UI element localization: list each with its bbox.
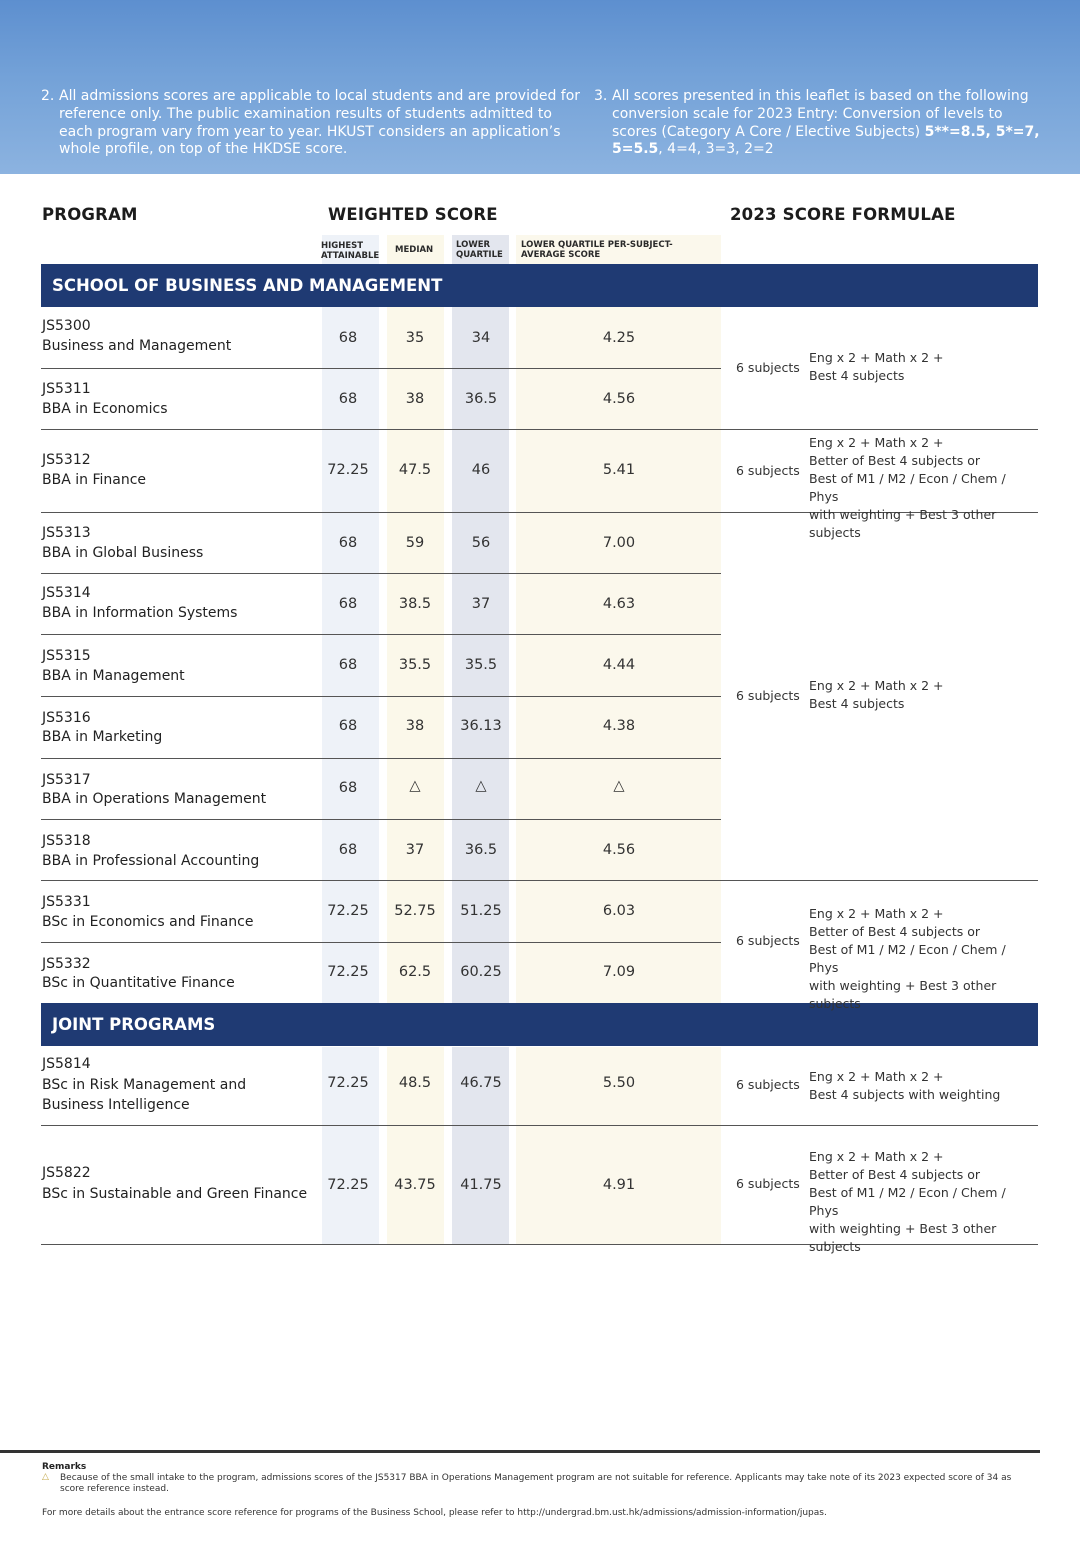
formula-line: Eng x 2 + Math x 2 + <box>809 350 944 365</box>
formula-line: Better of Best 4 subjects or <box>809 924 981 939</box>
table-row <box>41 943 721 1003</box>
program-code: JS5332 <box>42 956 91 972</box>
program-name: BSc in Economics and Finance <box>42 914 254 930</box>
per-subject-average: 5.50 <box>602 1075 636 1091</box>
formula-line: Best 4 subjects <box>809 696 905 711</box>
formula-line: Best of M1 / M2 / Econ / Chem / Phys <box>809 471 1006 504</box>
formula-subjects: 6 subjects <box>736 360 800 375</box>
note-number: 3. <box>594 88 608 104</box>
score-formula-heading: 2023 SCORE FORMULAE <box>730 205 956 224</box>
per-subject-average: 7.09 <box>602 964 636 980</box>
table-row <box>41 697 721 759</box>
formula-text <box>809 905 1037 1013</box>
subheader-highest: HIGHEST ATTAINABLE <box>321 241 380 261</box>
program-code: JS5300 <box>42 318 91 334</box>
formula-text <box>809 1148 1037 1256</box>
per-subject-average: 4.63 <box>602 596 636 612</box>
program-name: BBA in Finance <box>42 472 147 488</box>
median-score: 62.5 <box>398 964 432 980</box>
remarks-rule <box>0 1450 1040 1453</box>
program-name: BBA in Information Systems <box>42 605 238 621</box>
program-code: JS5318 <box>42 833 91 849</box>
median-score: 52.75 <box>394 903 436 919</box>
table-row <box>41 574 721 635</box>
note-scale-rest: , 4=4, 3=3, 2=2 <box>658 141 774 158</box>
lower-quartile-score: 36.5 <box>464 842 498 858</box>
formula-subjects: 6 subjects <box>736 1176 800 1191</box>
lower-quartile-score: 35.5 <box>464 657 498 673</box>
program-code: JS5331 <box>42 894 91 910</box>
program-code: JS5313 <box>42 525 91 541</box>
table-row <box>41 513 721 574</box>
triangle-icon: △ <box>409 778 421 794</box>
formula-line: Better of Best 4 subjects or <box>809 1167 981 1182</box>
formula-line: Best of M1 / M2 / Econ / Chem / Phys <box>809 1185 1006 1218</box>
table-row <box>41 307 721 369</box>
formula-subjects: 6 subjects <box>736 688 800 703</box>
formula-line: with weighting + Best 3 other subjects <box>809 1221 997 1254</box>
note-text: All admissions scores are applicable to local students and are provided for reference only. The public examination results of students admitted to each program vary from year to year. HKUST considers an application’s whole profile, on top of the HKDSE score. <box>59 88 581 158</box>
program-code: JS5315 <box>42 648 91 664</box>
program-name: Business and Management <box>42 338 232 354</box>
highest-score: 72.25 <box>327 903 369 919</box>
median-score: 38 <box>405 718 425 734</box>
lower-quartile-score: 60.25 <box>460 964 502 980</box>
program-name: BBA in Professional Accounting <box>42 853 260 869</box>
highest-score: 68 <box>338 596 358 612</box>
formula-text <box>809 349 1037 385</box>
note-scale-bold: 5**=8.5, 5*=7, 5=5.5 <box>612 123 1040 158</box>
program-name: BSc in Sustainable and Green Finance <box>42 1186 308 1202</box>
table-row <box>41 820 721 881</box>
table-row <box>41 369 721 430</box>
median-score: 35 <box>405 330 425 346</box>
subheader-median: MEDIAN <box>395 245 434 255</box>
formula-line: with weighting + Best 3 other subjects <box>809 978 997 1011</box>
remarks-text: Because of the small intake to the program, admissions scores of the JS5317 BBA in Operations Management program are not suitable for reference. Applicants may take note of its 2023 expected score of 34 as score reference instead. <box>60 1473 1012 1494</box>
median-score: 38 <box>405 391 425 407</box>
per-subject-average: 7.00 <box>602 535 636 551</box>
formula-subjects: 6 subjects <box>736 933 800 948</box>
program-name: BBA in Marketing <box>42 729 163 745</box>
lower-quartile-score: 37 <box>471 596 491 612</box>
program-code: JS5317 <box>42 772 91 788</box>
section-joint-programs: JOINT PROGRAMS <box>41 1003 1038 1046</box>
formula-line: with weighting + Best 3 other subjects <box>809 507 997 540</box>
median-score: 35.5 <box>398 657 432 673</box>
formula-line: Best 4 subjects <box>809 368 905 383</box>
per-subject-average: 4.56 <box>602 842 636 858</box>
formula-line: Eng x 2 + Math x 2 + <box>809 906 944 921</box>
subheader-lower-quartile-average: LOWER QUARTILE PER-SUBJECT-AVERAGE SCORE <box>521 240 673 260</box>
highest-score: 68 <box>338 842 358 858</box>
table-row <box>41 759 721 820</box>
formula-line: Better of Best 4 subjects or <box>809 453 981 468</box>
highest-score: 68 <box>338 718 358 734</box>
median-score: 47.5 <box>398 462 432 478</box>
weighted-score-heading: WEIGHTED SCORE <box>328 205 498 224</box>
formula-subjects: 6 subjects <box>736 463 800 478</box>
formula-line: Eng x 2 + Math x 2 + <box>809 435 944 450</box>
program-code: JS5311 <box>42 381 91 397</box>
lower-quartile-score: 46.75 <box>460 1075 502 1091</box>
formula-line: Best of M1 / M2 / Econ / Chem / Phys <box>809 942 1006 975</box>
remarks-title: Remarks <box>42 1462 87 1472</box>
note-3 <box>594 88 1044 159</box>
formula-text <box>809 677 1037 713</box>
formula-text <box>809 1068 1037 1104</box>
program-name: BBA in Operations Management <box>42 791 267 807</box>
highest-score: 68 <box>338 330 358 346</box>
highest-score: 68 <box>338 391 358 407</box>
lower-quartile-score: 51.25 <box>460 903 502 919</box>
formula-line: Eng x 2 + Math x 2 + <box>809 678 944 693</box>
per-subject-average: 4.56 <box>602 391 636 407</box>
lower-quartile-score: 36.5 <box>464 391 498 407</box>
table-row <box>41 635 721 697</box>
per-subject-average: 5.41 <box>602 462 636 478</box>
formula-line: Eng x 2 + Math x 2 + <box>809 1069 944 1084</box>
note-text-main: All scores presented in this leaflet is based on the following conversion scale for 2023 Entry: Conversion of levels to scores (Category A Core / Elective Subjects) <box>612 88 1029 140</box>
program-code: JS5316 <box>42 710 91 726</box>
per-subject-average: 4.91 <box>602 1177 636 1193</box>
formula-cell <box>721 1126 1038 1254</box>
subheader-lower-quartile: LOWER QUARTILE <box>456 240 503 260</box>
triangle-icon: △ <box>613 778 625 794</box>
formula-cell <box>721 513 1038 881</box>
highest-score: 72.25 <box>327 1075 369 1091</box>
highest-score: 68 <box>338 657 358 673</box>
highest-score: 68 <box>338 780 358 796</box>
formula-cell <box>721 1046 1038 1126</box>
program-name: BSc in Risk Management and Business Intelligence <box>42 1077 247 1113</box>
lower-quartile-score: 56 <box>471 535 491 551</box>
formula-cell <box>721 881 1038 1011</box>
per-subject-average: 4.25 <box>602 330 636 346</box>
remarks-more-info: For more details about the entrance score reference for programs of the Business School, please refer to http://undergrad.bm.ust.hk/admissions/admission-information/jupas. <box>42 1508 827 1518</box>
program-code: JS5312 <box>42 452 91 468</box>
lower-quartile-score: 36.13 <box>460 718 502 734</box>
highest-score: 72.25 <box>327 462 369 478</box>
median-score: 59 <box>405 535 425 551</box>
lower-quartile-score: 46 <box>471 462 491 478</box>
program-name: BBA in Management <box>42 668 185 684</box>
highest-score: 68 <box>338 535 358 551</box>
median-score: 43.75 <box>394 1177 436 1193</box>
formula-line: Best 4 subjects with weighting <box>809 1087 1001 1102</box>
program-code: JS5822 <box>42 1165 91 1181</box>
section-business-management: SCHOOL OF BUSINESS AND MANAGEMENT <box>41 264 1038 307</box>
formula-cell <box>721 430 1038 540</box>
program-heading: PROGRAM <box>42 205 138 224</box>
median-score: 37 <box>405 842 425 858</box>
formula-subjects: 6 subjects <box>736 1077 800 1092</box>
per-subject-average: 4.44 <box>602 657 636 673</box>
program-name: BSc in Quantitative Finance <box>42 975 235 991</box>
lower-quartile-score: 34 <box>471 330 491 346</box>
program-name: BBA in Economics <box>42 401 168 417</box>
lower-quartile-score: 41.75 <box>460 1177 502 1193</box>
program-code: JS5314 <box>42 585 91 601</box>
program-name: BBA in Global Business <box>42 545 204 561</box>
formula-cell <box>721 307 1038 430</box>
median-score: 48.5 <box>398 1075 432 1091</box>
per-subject-average: 4.38 <box>602 718 636 734</box>
formula-line: Eng x 2 + Math x 2 + <box>809 1149 944 1164</box>
note-text <box>594 88 1044 159</box>
table-row <box>41 881 721 943</box>
per-subject-average: 6.03 <box>602 903 636 919</box>
program-code: JS5814 <box>42 1056 91 1072</box>
triangle-icon: △ <box>475 778 487 794</box>
highest-score: 72.25 <box>327 1177 369 1193</box>
note-2 <box>41 88 581 159</box>
table-row <box>41 430 721 513</box>
triangle-icon: △ <box>42 1472 49 1482</box>
median-score: 38.5 <box>398 596 432 612</box>
highest-score: 72.25 <box>327 964 369 980</box>
note-number: 2. <box>41 88 55 104</box>
